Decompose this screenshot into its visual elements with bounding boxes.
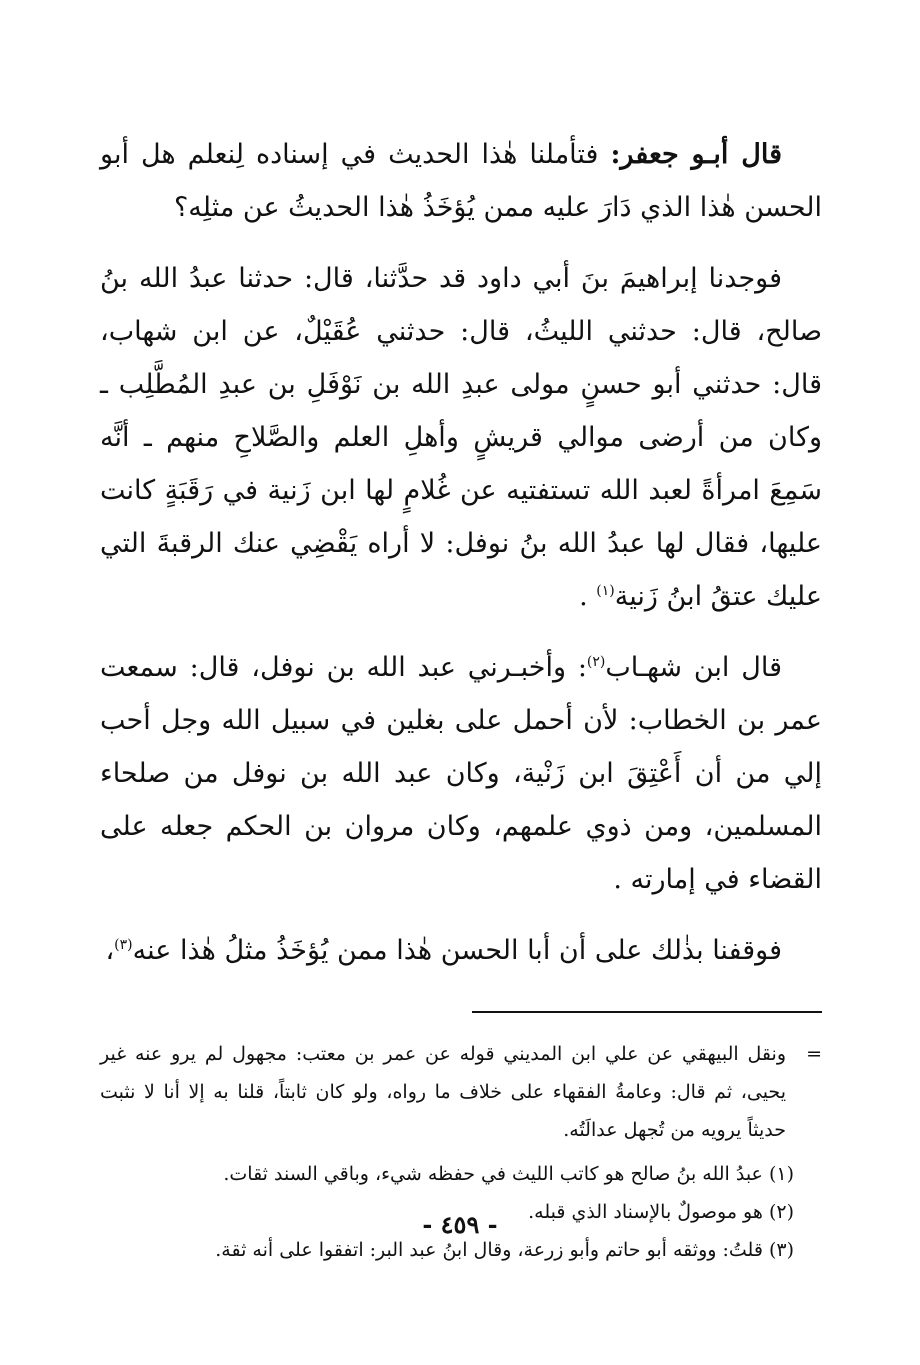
paragraph-4-text: فوقفنا بذٰلك على أن أبا الحسن هٰذا ممن يُؤخَذُ مثلُ هٰذا عنه xyxy=(132,935,782,966)
footnote-3-number: (٣) xyxy=(768,1239,794,1261)
paragraph-1-text: فتأملنا هٰذا الحديث في إسناده لِنعلم هل أبو الحسن هٰذا الذي دَارَ عليه ممن يُؤخَذُ هٰذا الحديثُ عن مثلِه؟ xyxy=(100,139,822,223)
footnote-3-text: قلتُ: ووثقه أبو حاتم وأبو زرعة، وقال ابنُ عبد البر: اتفقوا على أنه ثقة. xyxy=(215,1239,769,1261)
paragraph-4-end: ، xyxy=(105,935,115,966)
main-text xyxy=(100,128,822,977)
paragraph-2-text: فوجدنا إبراهيمَ بنَ أبي داود قد حدَّثنا، قال: حدثنا عبدُ الله بنُ صالح، قال: حدثني الليثُ، قال: حدثني عُقَيْلٌ، عن ابن شهاب، قال: حدثني أبو حسنٍ مولى عبدِ الله بن نَوْفَلِ بن عبدِ المُطَّلِب ـ وكان من أرضى موالي قريشٍ وأهلِ العلم والصَّلاحِ منهم ـ أنَّه سَمِعَ امرأةً لعبد الله تستفتيه عن غُلامٍ لها ابن زَنية في رَقَبَةٍ كانت عليها، فقال لها عبدُ الله بنُ نوفل: لا أراه يَقْضِي عنك الرقبةَ التي عليك عتقُ ابنُ زَنية xyxy=(100,263,823,612)
continuation-mark: = xyxy=(806,1043,822,1065)
footnote-2-number: (٢) xyxy=(768,1201,794,1223)
footnote-2-text: هو موصولٌ بالإسناد الذي قبله. xyxy=(528,1201,769,1223)
footnote-divider xyxy=(472,1011,822,1013)
footnote-1 xyxy=(100,1155,794,1193)
footnote-ref-1[interactable]: (١) xyxy=(596,583,615,599)
footnote-ref-3[interactable]: (٣) xyxy=(114,937,133,953)
paragraph-1 xyxy=(100,128,822,234)
footnote-continuation-text: ونقل البيهقي عن علي ابن المديني قوله عن عمر بن معتب: مجهول لم يرو عنه غير يحيى، ثم قال: وعامةُ الفقهاء على خلاف ما رواه، ولو كان ثابتاً، قلنا به إلا أنا لا نثبت حديثاً يرويه من تُجهل عدالَتُه. xyxy=(100,1043,786,1141)
paragraph-2-end: . xyxy=(579,581,597,612)
footnote-continuation xyxy=(100,1035,822,1149)
footnote-ref-2[interactable]: (٢) xyxy=(586,654,606,670)
paragraph-3-text-after: : وأخبـرني عبد الله بن نوفل، قال: سمعت عمر بن الخطاب: لأن أحمل على بغلين في سبيل الله وجل أحب إلي من أن أَعْتِقَ ابن زَنْية، وكان عبد الله بن نوفل من صلحاء المسلمين، ومن ذوي علمهم، وكان مروان بن الحكم جعله على القضاء في إمارته . xyxy=(100,652,822,895)
footnote-1-text: عبدُ الله بنُ صالح هو كاتب الليث في حفظه شيء، وباقي السند ثقات. xyxy=(223,1163,769,1185)
paragraph-1-lead: قال أبـو جعفر: xyxy=(610,139,782,170)
paragraph-3-text-before: قال ابن شهـاب xyxy=(605,652,782,683)
paragraph-3 xyxy=(100,641,822,906)
page-number: - ٤٥٩ - xyxy=(422,1210,498,1239)
paragraph-4 xyxy=(100,924,822,977)
footnote-1-number: (١) xyxy=(768,1163,794,1185)
paragraph-2 xyxy=(100,252,822,623)
